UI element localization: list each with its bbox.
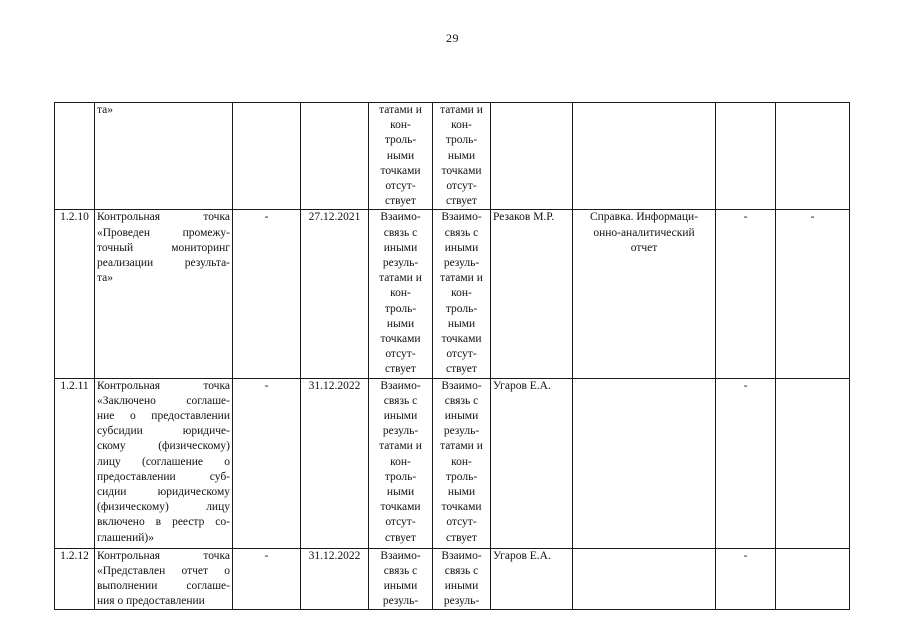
cell-col10: - xyxy=(776,210,850,378)
cell-relation-1-line: Взаимо- xyxy=(380,211,421,224)
cell-document-line: Справка. Информаци- xyxy=(589,211,699,224)
cell-relation-1-line: троль- xyxy=(384,470,417,483)
cell-relation-2-line: кон- xyxy=(451,119,472,132)
cell-relation-1-line: отсут- xyxy=(385,348,416,361)
cell-relation-1-line: кон- xyxy=(390,119,411,132)
cell-relation-2-line: связь с xyxy=(444,394,479,407)
cell-relation-2-line: отсут- xyxy=(446,348,477,361)
table-row xyxy=(55,378,850,548)
cell-relation-2-line: иными xyxy=(444,241,479,254)
cell-col3: - xyxy=(233,548,301,610)
table-row xyxy=(55,103,850,210)
cell-date: 31.12.2022 xyxy=(301,378,369,548)
cell-relation-2-line: Взаимо- xyxy=(441,549,482,562)
table-body xyxy=(55,103,850,610)
cell-name-line: глашений)» xyxy=(97,531,154,544)
cell-name-line: та» xyxy=(97,272,114,285)
cell-name-line: сидии юридическому xyxy=(97,486,230,499)
page-number: 29 xyxy=(446,31,459,45)
cell-name-line: Контрольная точка xyxy=(97,379,230,392)
cell-name-line: та» xyxy=(97,104,114,116)
cell-relation-1-line: иными xyxy=(383,410,418,423)
cell-relation-2 xyxy=(433,210,491,378)
cell-name-line: (физическому) лицу xyxy=(97,501,230,514)
cell-relation-2-line: ствует xyxy=(446,363,477,376)
cell-relation-1-line: связь с xyxy=(383,564,418,577)
cell-name-line: Контрольная точка xyxy=(97,549,230,562)
cell-relation-2-line: иными xyxy=(444,580,479,593)
plan-table xyxy=(54,102,850,610)
cell-relation-1-line: ствует xyxy=(385,363,416,376)
cell-col3 xyxy=(233,103,301,210)
cell-col9: - xyxy=(716,210,776,378)
cell-relation-1-line: связь с xyxy=(383,226,418,239)
cell-relation-1-line: связь с xyxy=(383,394,418,407)
cell-col10 xyxy=(776,103,850,210)
cell-name-line: реализации результа- xyxy=(97,257,230,270)
cell-date xyxy=(301,103,369,210)
cell-relation-2-line: ными xyxy=(447,149,476,162)
cell-relation-1-line: Взаимо- xyxy=(380,379,421,392)
cell-responsible: Резаков М.Р. xyxy=(491,210,573,378)
cell-relation-2-line: резуль- xyxy=(443,425,480,438)
cell-relation-1 xyxy=(369,103,433,210)
cell-relation-2-line: ствует xyxy=(446,195,477,208)
cell-name-line: «Проведен промежу- xyxy=(97,226,230,239)
cell-relation-1 xyxy=(369,378,433,548)
cell-relation-2-line: ными xyxy=(447,317,476,330)
cell-name-line: Контрольная точка xyxy=(97,211,230,224)
cell-col9 xyxy=(716,103,776,210)
cell-relation-2-line: татами и xyxy=(440,272,483,285)
cell-name-line: предоставлении суб- xyxy=(97,470,230,483)
cell-relation-1-line: точками xyxy=(380,501,421,514)
cell-relation-1-line: отсут- xyxy=(385,516,416,529)
cell-relation-1-line: татами и xyxy=(379,104,422,116)
cell-relation-2-line: троль- xyxy=(445,302,478,315)
cell-relation-2-line: Взаимо- xyxy=(441,211,482,224)
cell-name-line: скому (физическому) xyxy=(97,440,230,453)
cell-relation-1-line: иными xyxy=(383,241,418,254)
cell-number: 1.2.11 xyxy=(55,378,95,548)
cell-name-line: «Представлен отчет о xyxy=(97,564,230,577)
cell-relation-2-line: резуль- xyxy=(443,595,480,608)
cell-relation-1-line: Взаимо- xyxy=(380,549,421,562)
cell-relation-2-line: кон- xyxy=(451,455,472,468)
cell-relation-2-line: точками xyxy=(441,333,482,346)
cell-relation-2-line: точками xyxy=(441,164,482,177)
cell-relation-1-line: кон- xyxy=(390,287,411,300)
cell-relation-1-line: татами и xyxy=(379,272,422,285)
cell-relation-1-line: ными xyxy=(386,486,415,499)
cell-col3: - xyxy=(233,378,301,548)
cell-relation-2-line: троль- xyxy=(445,470,478,483)
cell-relation-1 xyxy=(369,210,433,378)
cell-relation-1-line: троль- xyxy=(384,302,417,315)
cell-responsible: Угаров Е.А. xyxy=(491,378,573,548)
cell-name-line: включено в реестр со- xyxy=(97,516,230,529)
cell-document xyxy=(573,103,716,210)
cell-name-line: субсидии юридиче- xyxy=(97,425,230,438)
cell-relation-2-line: отсут- xyxy=(446,180,477,193)
cell-relation-2-line: точками xyxy=(441,501,482,514)
cell-relation-2-line: отсут- xyxy=(446,516,477,529)
cell-relation-1-line: ными xyxy=(386,149,415,162)
cell-document-line: онно-аналитический xyxy=(593,226,695,239)
cell-name-line: выполнении соглаше- xyxy=(97,580,230,593)
cell-col9: - xyxy=(716,548,776,610)
cell-relation-1-line: иными xyxy=(383,580,418,593)
cell-relation-1-line: ствует xyxy=(385,195,416,208)
cell-relation-1-line: резуль- xyxy=(382,595,419,608)
cell-document-line: отчет xyxy=(630,241,658,254)
cell-relation-2 xyxy=(433,378,491,548)
cell-relation-1-line: резуль- xyxy=(382,425,419,438)
cell-relation-2-line: кон- xyxy=(451,287,472,300)
cell-relation-1-line: ными xyxy=(386,317,415,330)
cell-name xyxy=(95,103,233,210)
cell-document xyxy=(573,548,716,610)
cell-responsible: Угаров Е.А. xyxy=(491,548,573,610)
cell-relation-2-line: троль- xyxy=(445,134,478,147)
cell-relation-1-line: резуль- xyxy=(382,257,419,270)
cell-relation-2-line: ными xyxy=(447,486,476,499)
cell-col9: - xyxy=(716,378,776,548)
cell-relation-2 xyxy=(433,103,491,210)
cell-name xyxy=(95,378,233,548)
cell-responsible xyxy=(491,103,573,210)
table-row xyxy=(55,548,850,610)
cell-relation-2-line: Взаимо- xyxy=(441,379,482,392)
cell-relation-2-line: иными xyxy=(444,410,479,423)
cell-relation-1-line: точками xyxy=(380,333,421,346)
cell-col10 xyxy=(776,378,850,548)
cell-col10 xyxy=(776,548,850,610)
cell-name xyxy=(95,548,233,610)
cell-number: 1.2.12 xyxy=(55,548,95,610)
cell-relation-1-line: точками xyxy=(380,164,421,177)
cell-relation-2-line: татами и xyxy=(440,440,483,453)
cell-name-line: лицу (соглашение о xyxy=(97,455,230,468)
cell-relation-1-line: троль- xyxy=(384,134,417,147)
cell-document xyxy=(573,378,716,548)
cell-name-line: «Заключено соглаше- xyxy=(97,394,230,407)
cell-name xyxy=(95,210,233,378)
cell-col3: - xyxy=(233,210,301,378)
cell-relation-1 xyxy=(369,548,433,610)
cell-relation-2-line: ствует xyxy=(446,531,477,544)
cell-number xyxy=(55,103,95,210)
cell-relation-2-line: связь с xyxy=(444,564,479,577)
cell-date: 31.12.2022 xyxy=(301,548,369,610)
cell-number: 1.2.10 xyxy=(55,210,95,378)
table-row xyxy=(55,210,850,378)
cell-relation-1-line: кон- xyxy=(390,455,411,468)
cell-document xyxy=(573,210,716,378)
cell-name-line: точный мониторинг xyxy=(97,241,230,254)
cell-relation-1-line: татами и xyxy=(379,440,422,453)
cell-relation-2 xyxy=(433,548,491,610)
cell-relation-1-line: ствует xyxy=(385,531,416,544)
cell-name-line: ние о предоставлении xyxy=(97,410,230,423)
cell-relation-2-line: резуль- xyxy=(443,257,480,270)
cell-relation-1-line: отсут- xyxy=(385,180,416,193)
cell-date: 27.12.2021 xyxy=(301,210,369,378)
cell-name-line: ния о предоставлении xyxy=(97,595,205,608)
cell-relation-2-line: связь с xyxy=(444,226,479,239)
cell-relation-2-line: татами и xyxy=(440,104,483,116)
